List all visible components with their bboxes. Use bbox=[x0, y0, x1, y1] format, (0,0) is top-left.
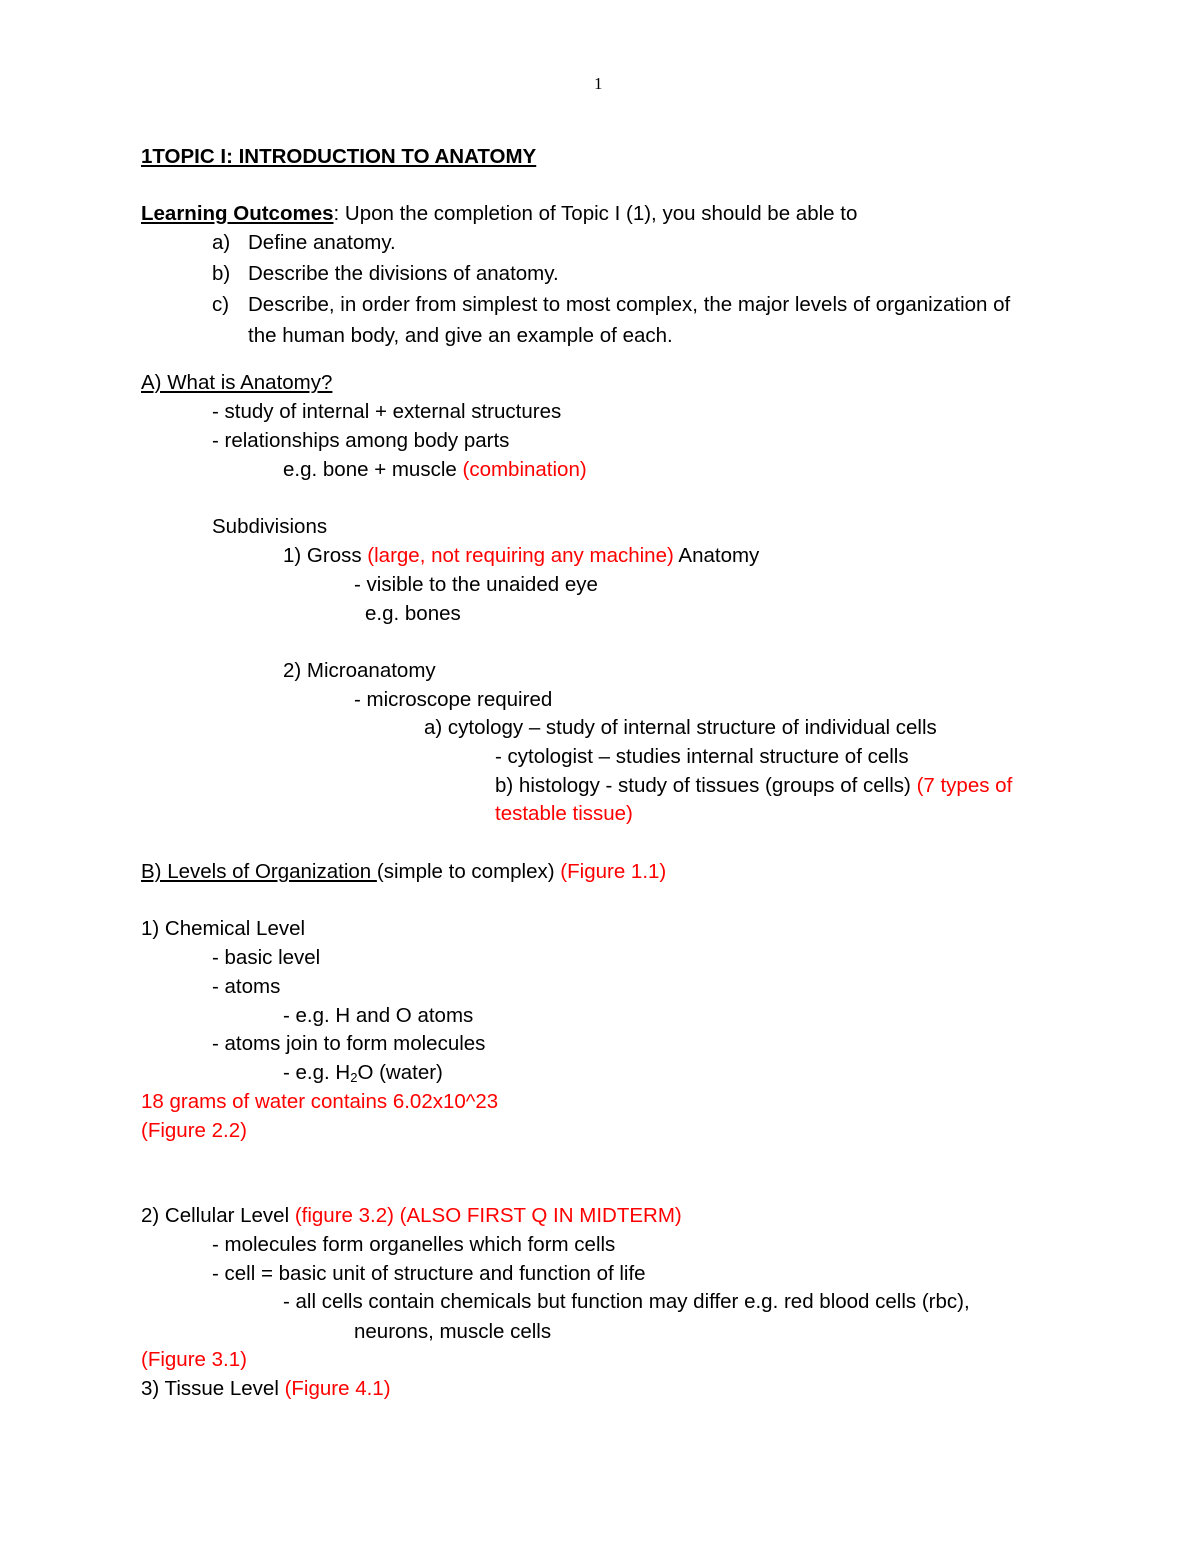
tissue-label: 3) Tissue Level bbox=[141, 1377, 285, 1400]
anatomy-example-note: (combination) bbox=[462, 458, 587, 481]
outcome-text-c: Describe, in order from simplest to most complex, the major levels of organization of bbox=[248, 293, 1011, 316]
water-example-b: O (water) bbox=[357, 1061, 443, 1084]
page-number: 1 bbox=[594, 74, 603, 93]
all-cells-cont: neurons, muscle cells bbox=[354, 1320, 552, 1343]
grams-note: 18 grams of water contains 6.02x10^23 bbox=[141, 1090, 499, 1113]
outcome-text-c-cont: the human body, and give an example of each. bbox=[248, 324, 673, 347]
cytologist-line: - cytologist – studies internal structure of cells bbox=[495, 745, 909, 768]
chemical-basic: - basic level bbox=[212, 946, 321, 969]
cellular-label: 2) Cellular Level bbox=[141, 1204, 295, 1227]
water-subscript: 2 bbox=[350, 1070, 358, 1085]
water-example bbox=[283, 1061, 443, 1085]
gross-visible: - visible to the unaided eye bbox=[354, 573, 598, 596]
cellular-level-heading bbox=[141, 1204, 682, 1228]
figure-2-2-note: (Figure 2.2) bbox=[141, 1119, 247, 1142]
section-a-heading: A) What is Anatomy? bbox=[141, 371, 333, 394]
gross-anatomy-line bbox=[283, 544, 759, 568]
atoms-example: - e.g. H and O atoms bbox=[283, 1004, 474, 1027]
section-b-subtitle: (simple to complex) bbox=[376, 860, 561, 883]
tissue-level-heading bbox=[141, 1377, 391, 1401]
histology-note-cont: testable tissue) bbox=[495, 802, 633, 825]
gross-example: e.g. bones bbox=[365, 602, 461, 625]
histology-text: b) histology - study of tissues (groups of cells) bbox=[495, 774, 917, 797]
anatomy-line-2: - relationships among body parts bbox=[212, 429, 510, 452]
section-b-figure: (Figure 1.1) bbox=[560, 860, 667, 883]
outcome-marker-c: c) bbox=[212, 293, 230, 316]
molecules-form: - molecules form organelles which form cells bbox=[212, 1233, 616, 1256]
histology-note: (7 types of bbox=[916, 774, 1013, 797]
cytology-line: a) cytology – study of internal structure of individual cells bbox=[424, 716, 937, 739]
all-cells: - all cells contain chemicals but function may differ e.g. red blood cells (rbc), bbox=[283, 1290, 970, 1313]
gross-note: (large, not requiring any machine) bbox=[367, 544, 674, 567]
page-title: 1TOPIC I: INTRODUCTION TO ANATOMY bbox=[141, 145, 537, 168]
chemical-level-heading: 1) Chemical Level bbox=[141, 917, 306, 940]
histology-line bbox=[495, 774, 1012, 798]
learning-outcomes-label: Learning Outcomes bbox=[141, 202, 334, 225]
outcome-text-a: Define anatomy. bbox=[248, 231, 396, 254]
section-b-title: B) Levels of Organization bbox=[141, 860, 377, 883]
gross-label: 1) Gross bbox=[283, 544, 368, 567]
water-example-a: - e.g. H bbox=[283, 1061, 351, 1084]
cellular-note: (figure 3.2) (ALSO FIRST Q IN MIDTERM) bbox=[294, 1204, 682, 1227]
chemical-atoms: - atoms bbox=[212, 975, 281, 998]
outcome-marker-b: b) bbox=[212, 262, 231, 285]
subdivisions-heading: Subdivisions bbox=[212, 515, 328, 538]
microanatomy-heading: 2) Microanatomy bbox=[283, 659, 436, 682]
figure-3-1-note: (Figure 3.1) bbox=[141, 1348, 247, 1371]
outcome-text-b: Describe the divisions of anatomy. bbox=[248, 262, 559, 285]
learning-outcomes-line bbox=[141, 202, 857, 226]
atoms-join: - atoms join to form molecules bbox=[212, 1032, 486, 1055]
anatomy-example bbox=[283, 458, 587, 482]
tissue-note: (Figure 4.1) bbox=[284, 1377, 391, 1400]
anatomy-line-1: - study of internal + external structures bbox=[212, 400, 562, 423]
cell-basic-unit: - cell = basic unit of structure and function of life bbox=[212, 1262, 646, 1285]
microscope-required: - microscope required bbox=[354, 688, 553, 711]
learning-outcomes-text: : Upon the completion of Topic I (1), you should be able to bbox=[333, 202, 858, 225]
section-b-heading bbox=[141, 860, 666, 884]
anatomy-example-text: e.g. bone + muscle bbox=[283, 458, 463, 481]
gross-suffix: Anatomy bbox=[673, 544, 760, 567]
outcome-marker-a: a) bbox=[212, 231, 231, 254]
